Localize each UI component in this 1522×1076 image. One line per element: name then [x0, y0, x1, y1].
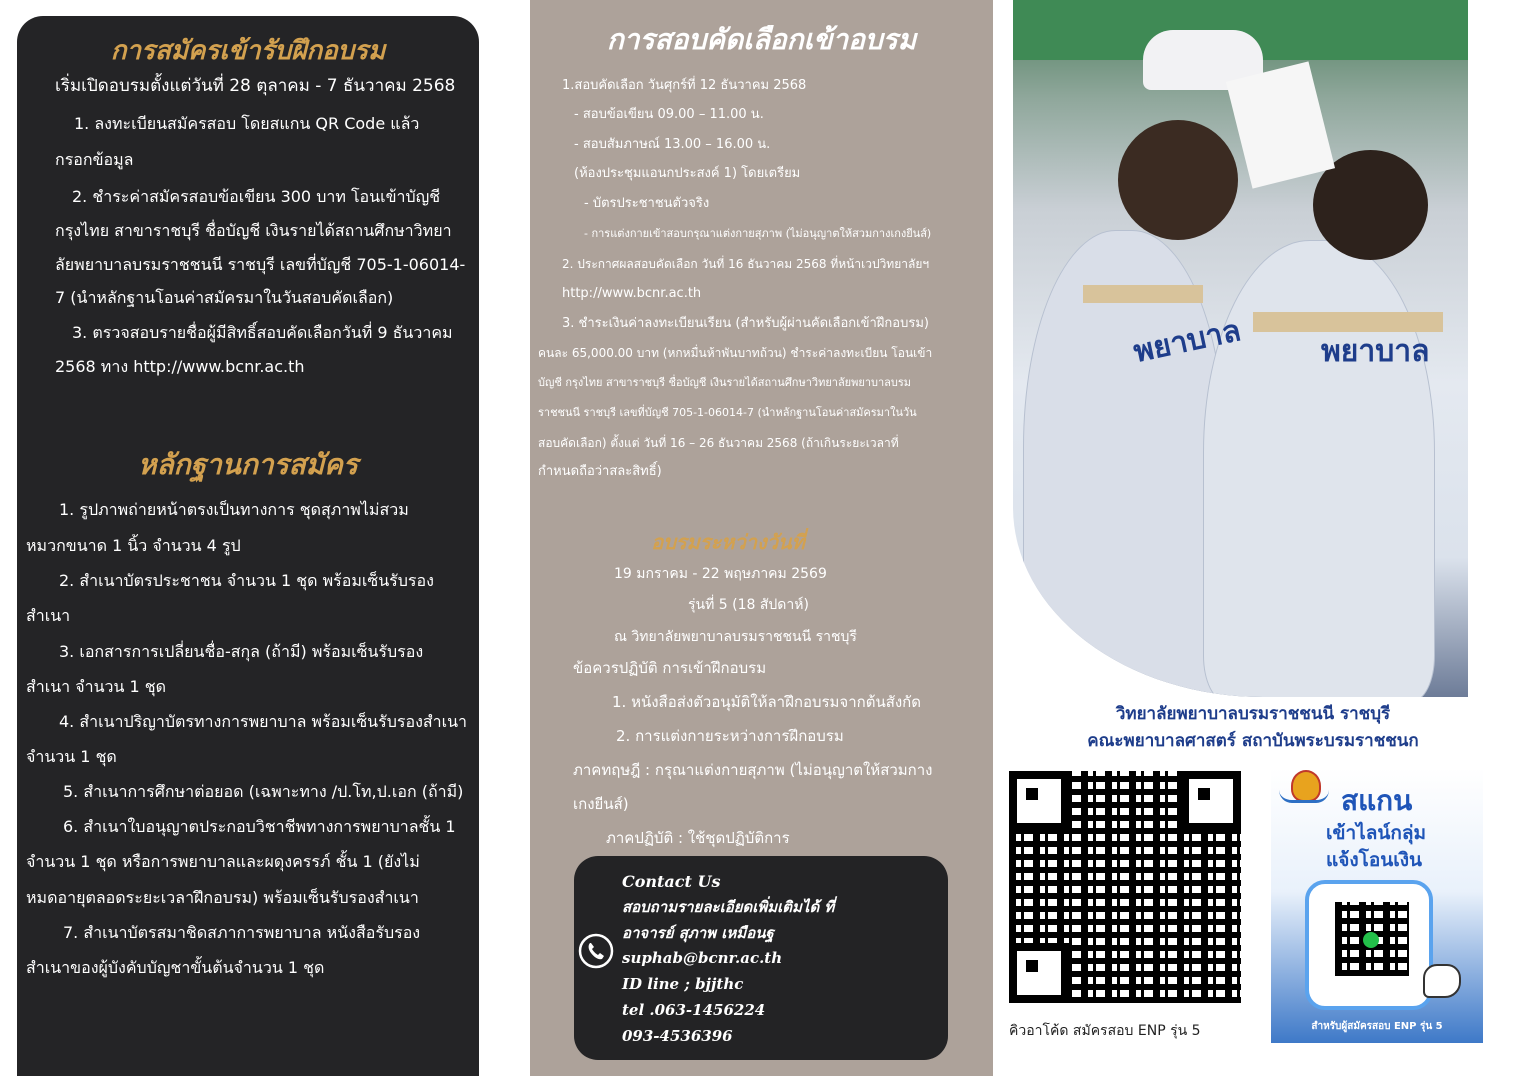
exam-line: - สอบสัมภาษณ์ 13.00 – 16.00 น.	[574, 137, 771, 152]
institution-name: วิทยาลัยพยาบาลบรมราชชนนี ราชบุรี	[1115, 704, 1391, 724]
line-card-title: สแกน	[1341, 784, 1413, 817]
line-card-subtitle: เข้าไลน์กลุ่ม	[1326, 822, 1427, 844]
exam-line: ราชชนนี ราชบุรี เลขที่บัญชี 705-1-06014-7 (นำหลักฐานโอนค่าสมัครมาในวัน	[538, 406, 917, 419]
exam-title: การสอบคัดเลือกเข้าอบรม	[606, 23, 917, 56]
training-title: อบรมระหว่างวันที่	[651, 530, 805, 554]
contact-line: อาจารย์ สุภาพ เหมือนฐ	[622, 924, 774, 942]
registration-qr-code[interactable]	[1009, 771, 1241, 1003]
documents-title: หลักฐานการสมัคร	[138, 448, 358, 481]
training-line: 2. การแต่งกายระหว่างการฝึกอบรม	[616, 727, 844, 745]
application-panel	[17, 16, 479, 1076]
line-card-subtitle: แจ้งโอนเงิน	[1326, 849, 1423, 871]
document-line: 7. สำเนาบัตรสมาชิดสภาการพยาบาล หนังสือรับรอง	[63, 923, 421, 942]
exam-panel	[530, 0, 993, 1076]
exam-line: - การแต่งกายเข้าสอบกรุณาแต่งกายสุภาพ (ไม่อนุญาตให้สวมกางเกงยีนส์)	[584, 227, 932, 240]
exam-line: http://www.bcnr.ac.th	[562, 286, 702, 301]
line-card-footer: สำหรับผู้สมัครสอบ ENP รุ่น 5	[1311, 1021, 1443, 1032]
uniform-label: พยาบาล	[1130, 313, 1244, 370]
training-line: เกงยีนส์)	[573, 795, 629, 813]
document-line: 3. เอกสารการเปลี่ยนชื่อ-สกุล (ถ้ามี) พร้อมเซ็นรับรอง	[59, 642, 424, 661]
training-line: ข้อควรปฏิบัติ การเข้าฝึกอบรม	[573, 659, 767, 677]
exam-line: บัญชี กรุงไทย สาขาราชบุรี ชื่อบัญชี เงินรายได้สถานศึกษาวิทยาลัยพยาบาลบรม	[538, 376, 912, 389]
training-line: รุ่นที่ 5 (18 สัปดาห์)	[688, 597, 809, 613]
contact-line: สอบถามรายละเอียดเพิ่มเติมได้ ที่	[622, 898, 835, 916]
exam-line: (ห้องประชุมแอนกประสงค์ 1) โดยเตรียม	[574, 166, 801, 181]
nurse-hair	[1118, 120, 1238, 240]
document-line: 6. สำเนาใบอนุญาตประกอบวิชาชีพทางการพยาบาลชั้น 1	[63, 817, 456, 836]
exam-line: 1.สอบคัดเลือก วันศุกร์ที่ 12 ธันวาคม 2568	[562, 78, 807, 93]
contact-phone: tel .063-1456224	[622, 1001, 766, 1019]
application-intro: เริ่มเปิดอบรมตั้งแต่วันที่ 28 ตุลาคม - 7 ธันวาคม 2568	[55, 76, 456, 96]
contact-heading: Contact Us	[622, 872, 721, 891]
exam-line: กำหนดถือว่าสละสิทธิ์)	[538, 464, 662, 479]
document-line: จำนวน 1 ชุด	[26, 747, 117, 766]
document-line: 1. รูปภาพถ่ายหน้าตรงเป็นทางการ ชุดสุภาพไม่สวม	[59, 500, 409, 519]
training-line: ภาคปฏิบัติ : ใช้ชุดปฏิบัติการ	[606, 829, 790, 847]
contact-email[interactable]: suphab@bcnr.ac.th	[622, 949, 783, 967]
step-line: กรุงไทย สาขาราชบุรี ชื่อบัญชี เงินรายได้สถานศึกษาวิทยา	[55, 221, 452, 240]
document-line: 5. สำเนาการศึกษาต่อยอด (เฉพาะทาง /ป.โท,ป.เอก (ถ้ามี)	[63, 782, 464, 801]
line-group-card[interactable]	[1271, 768, 1483, 1043]
exam-line: 3. ชำระเงินค่าลงทะเบียนเรียน (สำหรับผู้ผ่านคัดเลือกเข้าฝึกอบรม)	[562, 316, 929, 331]
qr-finder	[1009, 943, 1069, 1003]
info-panel	[993, 0, 1522, 1076]
line-app-icon	[1363, 932, 1379, 948]
document-line: 4. สำเนาปริญาบัตรทางการพยาบาล พร้อมเซ็นรับรองสำเนา	[59, 712, 468, 731]
step-line: 2. ชำระค่าสมัครสอบข้อเขียน 300 บาท โอนเข้าบัญชี	[72, 187, 441, 206]
exam-line: 2. ประกาศผลสอบคัดเลือก วันที่ 16 ธันวาคม 2568 ที่หน้าเวปวิทยาลัยฯ	[562, 257, 930, 271]
contact-line-id: ID line ; bjjthc	[622, 975, 744, 993]
exam-line: - บัตรประชาชนตัวจริง	[584, 196, 710, 211]
document-line: สำเนา จำนวน 1 ชุด	[26, 677, 167, 696]
step-line: 7 (นำหลักฐานโอนค่าสมัครมาในวันสอบคัดเลือก)	[55, 288, 394, 307]
training-line: 19 มกราคม - 22 พฤษภาคม 2569	[614, 566, 827, 582]
nurse-figure	[1203, 240, 1435, 697]
step-line: 1. ลงทะเบียนสมัครสอบ โดยสแกน QR Code แล้ว	[74, 114, 420, 133]
document-line: หมวกขนาด 1 นิ้ว จำนวน 4 รูป	[26, 536, 241, 555]
phone-icon	[577, 932, 615, 970]
reflective-stripe	[1083, 285, 1203, 303]
document-line: สำเนา	[26, 606, 71, 625]
tap-hand-icon	[1423, 964, 1461, 998]
training-line: ณ วิทยาลัยพยาบาลบรมราชชนนี ราชบุรี	[614, 629, 857, 645]
contact-phone: 093-4536396	[622, 1027, 733, 1045]
application-title: การสมัครเข้ารับฝึกอบรม	[110, 36, 386, 66]
document-line: สำเนาของผู้บังคับบัญชาขั้นต้นจำนวน 1 ชุด	[26, 958, 325, 977]
qr-finder	[1009, 771, 1069, 831]
training-line: ภาคทฤษฎี : กรุณาแต่งกายสุภาพ (ไม่อนุญาตให้สวมกาง	[573, 761, 933, 779]
logo-ribbon	[1279, 790, 1329, 803]
qr-finder	[1181, 771, 1241, 831]
document-line: หมดอายุตลอดระยะเวลาฝึกอบรม) พร้อมเซ็นรับรองสำเนา	[26, 888, 419, 907]
qr-caption: คิวอาโค้ด สมัครสอบ ENP รุ่น 5	[1009, 1023, 1201, 1039]
document-line: 2. สำเนาบัตรประชาชน จำนวน 1 ชุด พร้อมเซ็นรับรอง	[59, 571, 434, 590]
exam-line: สอบคัดเลือก) ตั้งแต่ วันที่ 16 – 26 ธันวาคม 2568 (ถ้าเกินระยะเวลาที่	[538, 436, 899, 450]
institution-faculty: คณะพยาบาลศาสตร์ สถาบันพระบรมราชชนก	[1087, 731, 1419, 751]
contact-box	[574, 856, 948, 1060]
step-line: กรอกข้อมูล	[55, 150, 134, 169]
paper-sheet	[1226, 61, 1335, 188]
step-line: ลัยพยาบาลบรมราชชนนี ราชบุรี เลขที่บัญชี 705-1-06014-	[55, 255, 466, 274]
exam-line: - สอบข้อเขียน 09.00 – 11.00 น.	[574, 107, 764, 122]
step-line: 2568 ทาง http://www.bcnr.ac.th	[55, 357, 305, 376]
step-line: 3. ตรวจสอบรายชื่อผู้มีสิทธิ์สอบคัดเลือกวันที่ 9 ธันวาคม	[72, 323, 453, 342]
exam-line: คนละ 65,000.00 บาท (หกหมื่นห้าพันบาทถ้วน) ชำระค่าลงทะเบียน โอนเข้า	[538, 346, 933, 360]
line-qr-frame	[1305, 880, 1433, 1010]
nurses-photo	[1013, 0, 1468, 697]
uniform-label: พยาบาล	[1321, 334, 1430, 369]
document-line: จำนวน 1 ชุด หรือการพยาบาลและผดุงครรภ์ ชั้น 1 (ยังไม่	[26, 852, 420, 871]
training-line: 1. หนังสือส่งตัวอนุมัติให้ลาฝึกอบรมจากต้นสังกัด	[612, 693, 922, 711]
